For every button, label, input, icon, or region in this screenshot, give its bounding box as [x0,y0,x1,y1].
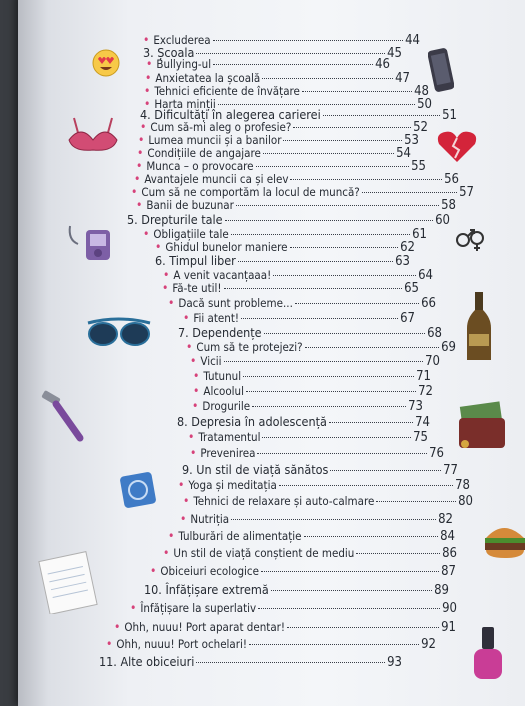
heart-eyes-emoji-icon [91,48,121,78]
dot-leader [257,453,427,454]
music-player-icon [66,222,116,262]
dot-leader [243,376,414,377]
bullet-icon: • [136,198,143,212]
toc-entry-title: 7. Dependențe [178,325,262,340]
dot-leader [224,361,424,362]
toc-page-number: 61 [412,227,427,242]
dot-leader [263,153,394,154]
toc-page-number: 84 [440,529,455,544]
toc-entry-title: 3. Școala [143,45,195,60]
dot-leader [264,333,426,334]
bullet-icon: • [183,494,190,508]
bullet-icon: • [138,133,145,147]
bullet-icon: • [145,71,152,85]
broken-heart-icon [436,130,478,164]
toc-entry-title: Harta minții [154,97,216,111]
toc-page-number: 46 [375,57,390,72]
toc-entry [106,637,436,652]
toc-page-number: 45 [387,46,402,61]
toc-entry-title: Anxietatea la școală [155,71,261,85]
toc-page-number: 57 [459,185,474,200]
dot-leader [246,391,416,392]
dot-leader [356,553,440,554]
toc-entry-title: Excluderea [153,33,211,47]
dot-leader [213,40,404,41]
toc-entry [168,529,455,544]
toc-entry [150,564,456,579]
toc-page-number: 47 [395,71,410,86]
dot-leader [330,470,441,471]
toc-page-number: 55 [411,159,426,174]
toc-entry-title: 11. Alte obiceiuri [99,654,195,669]
toc-entry-title: Banii de buzunar [146,198,234,212]
toc-entry [180,512,453,527]
toc-page-number: 80 [458,494,473,509]
nail-polish-icon [470,625,506,681]
toc-entry [190,354,440,369]
toc-page-number: 93 [387,655,402,670]
toc-entry [163,546,457,561]
bullet-icon: • [168,529,175,543]
bullet-icon: • [140,120,147,134]
toc-entry [155,253,410,269]
toc-entry [130,601,457,616]
dot-leader [376,501,456,502]
toc-entry [192,399,423,414]
bullet-icon: • [144,84,151,98]
dot-leader [305,347,440,348]
dot-leader [290,247,399,248]
dot-leader [290,179,442,180]
toc-entry-title: Dacă sunt probleme... [178,296,293,310]
toc-entry-title: Fă-te util! [172,281,222,295]
toc-entry-title: Nutriția [190,512,230,526]
dot-leader [323,115,440,116]
toc-entry [183,494,473,509]
toc-page-number: 62 [400,240,415,255]
toc-page-number: 51 [442,108,457,123]
bullet-icon: • [162,281,169,295]
bullet-icon: • [134,172,141,186]
bullet-icon: • [168,296,175,310]
toc-page-number: 65 [404,281,419,296]
dot-leader [249,644,419,645]
toc-entry [178,325,442,341]
sunglasses-icon [86,315,152,349]
toc-entry-title: Tehnici eficiente de învățare [154,84,300,98]
toc-page-number: 92 [421,637,436,652]
toc-entry-title: Cum să ne comportăm la locul de muncă? [141,185,360,199]
bullet-icon: • [143,33,150,47]
bullet-icon: • [136,159,143,173]
toc-page-number: 48 [414,84,429,99]
toc-entry-title: Ohh, nuuu! Port ochelari! [116,637,248,651]
toc-page-number: 69 [441,340,456,355]
toc-page-number: 86 [442,546,457,561]
dot-leader [196,53,385,54]
toc-page-number: 53 [404,133,419,148]
bullet-icon: • [163,268,170,282]
toc-entry [177,414,430,430]
bullet-icon: • [137,146,144,160]
toc-entry [183,311,415,326]
toc-page-number: 56 [444,172,459,187]
bullet-icon: • [146,57,153,71]
toc-page-number: 91 [441,620,456,635]
toc-entry-title: 9. Un stil de viață sănătos [182,462,329,477]
bullet-icon: • [190,354,197,368]
toc-entry-title: 5. Drepturile tale [127,212,223,227]
toc-page-number: 73 [408,399,423,414]
toc-page-number: 90 [442,601,457,616]
dot-leader [225,220,434,221]
toc-entry [188,430,428,445]
toc-entry-title: Munca – o provocare [146,159,254,173]
toc-entry [144,582,449,598]
toc-page-number: 75 [413,430,428,445]
toc-entry-title: 4. Dificultăți în alegerea carierei [140,107,321,122]
bullet-icon: • [163,546,170,560]
toc-page-number: 50 [417,97,432,112]
dot-leader [218,104,415,105]
toc-entry-title: Cum să te protejezi? [196,340,303,354]
dot-leader [287,627,439,628]
toc-page-number: 52 [413,120,428,135]
toc-entry-title: Prevenirea [200,446,256,460]
dot-leader [258,608,440,609]
smartphone-icon [428,46,454,94]
toc-entry-title: Condițiile de angajare [147,146,261,160]
toc-entry-title: 10. Înfățișare extremă [144,582,269,597]
toc-page-number: 60 [435,213,450,228]
bullet-icon: • [130,601,137,615]
toc-page-number: 71 [416,369,431,384]
toc-page-number: 72 [418,384,433,399]
toc-entry-title: Lumea muncii și a banilor [148,133,282,147]
bullet-icon: • [193,384,200,398]
toc-entry [178,478,470,493]
toc-entry-title: Înfățișare la superlativ [140,601,257,615]
toc-page-number: 66 [421,296,436,311]
bullet-icon: • [143,227,150,241]
toc-page-number: 67 [400,311,415,326]
dot-leader [304,536,439,537]
dot-leader [236,205,439,206]
toc-page-number: 44 [405,33,420,48]
bullet-icon: • [150,564,157,578]
dot-leader [262,78,393,79]
dot-leader [271,590,432,591]
toc-entry [127,212,450,228]
bullet-icon: • [192,399,199,413]
toc-page-number: 70 [425,354,440,369]
condom-icon [118,470,158,510]
toc-page-number: 82 [438,512,453,527]
bullet-icon: • [144,97,151,111]
bullet-icon: • [193,369,200,383]
dot-leader [238,261,393,262]
dot-leader [279,485,453,486]
bullet-icon: • [155,240,162,254]
toc-entry-title: Fii atent! [193,311,240,325]
toc-entry [146,57,390,72]
bra-icon [66,110,120,160]
toc-page-number: 89 [434,583,449,598]
dot-leader [329,422,413,423]
toc-entry-title: Tulburări de alimentație [178,529,302,543]
toc-entry-title: 6. Timpul liber [155,253,236,268]
toc-entry [186,340,456,355]
burger-icon [482,520,525,564]
dot-leader [256,166,410,167]
toc-page-number: 77 [443,463,458,478]
toc-page-number: 68 [427,326,442,341]
toc-entry-title: Ghidul bunelor maniere [165,240,288,254]
razor-icon [40,390,90,444]
toc-entry [190,446,444,461]
toc-entry-title: Bullying-ul [156,57,212,71]
toc-page-number: 76 [429,446,444,461]
dot-leader [231,234,410,235]
wallet-money-icon [455,400,509,452]
gender-symbols-icon [451,228,491,252]
toc-entry-title: Tratamentul [198,430,261,444]
toc-entry-title: Un stil de viață conștient de mediu [173,546,355,560]
toc-entry-title: Tutunul [203,369,242,383]
toc-entry [114,620,456,635]
toc-entry [193,369,431,384]
dot-leader [302,91,412,92]
bullet-icon: • [183,311,190,325]
toc-entry-title: Drogurile [202,399,251,413]
toc-entry [168,296,436,311]
dot-leader [362,192,457,193]
dot-leader [252,406,406,407]
toc-entry-title: Cum să-mi aleg o profesie? [150,120,292,134]
toc-entry-title: Obligațiile tale [153,227,229,241]
bullet-icon: • [190,446,197,460]
bullet-icon: • [106,637,113,651]
dot-leader [273,275,416,276]
bullet-icon: • [131,185,138,199]
toc-entry-title: Alcoolul [203,384,244,398]
toc-page-number: 87 [441,564,456,579]
toc-entry [162,281,419,296]
toc-entry [136,198,456,213]
toc-page-number: 58 [441,198,456,213]
toc-entry-title: Tehnici de relaxare și auto-calmare [193,494,375,508]
bullet-icon: • [186,340,193,354]
toc-entry [182,462,458,478]
dot-leader [231,519,436,520]
dot-leader [261,571,439,572]
toc-page-number: 63 [395,254,410,269]
bullet-icon: • [178,478,185,492]
toc-entry-title: Obiceiuri ecologice [160,564,259,578]
dot-leader [295,303,419,304]
dot-leader [213,64,373,65]
dot-leader [241,318,398,319]
notepad-icon [38,550,100,614]
toc-page-number: 78 [455,478,470,493]
dot-leader [293,127,411,128]
toc-page-number: 74 [415,415,430,430]
dot-leader [283,140,402,141]
bullet-icon: • [188,430,195,444]
toc-entry-title: Avantajele muncii ca și elev [144,172,289,186]
bullet-icon: • [114,620,121,634]
toc-entry-title: Vicii [200,354,222,368]
dot-leader [224,288,403,289]
beer-bottle-icon [465,290,493,364]
bullet-icon: • [180,512,187,526]
toc-entry-title: Yoga și meditația [188,478,277,492]
toc-entry-title: Ohh, nuuu! Port aparat dentar! [124,620,286,634]
toc-entry [193,384,433,399]
toc-entry-title: 8. Depresia în adolescență [177,414,327,429]
toc-entry [99,654,402,670]
dot-leader [196,662,385,663]
dot-leader [262,437,411,438]
toc-page-number: 54 [396,146,411,161]
toc-entry-title: A venit vacanțaaa! [173,268,272,282]
toc-page-number: 64 [418,268,433,283]
